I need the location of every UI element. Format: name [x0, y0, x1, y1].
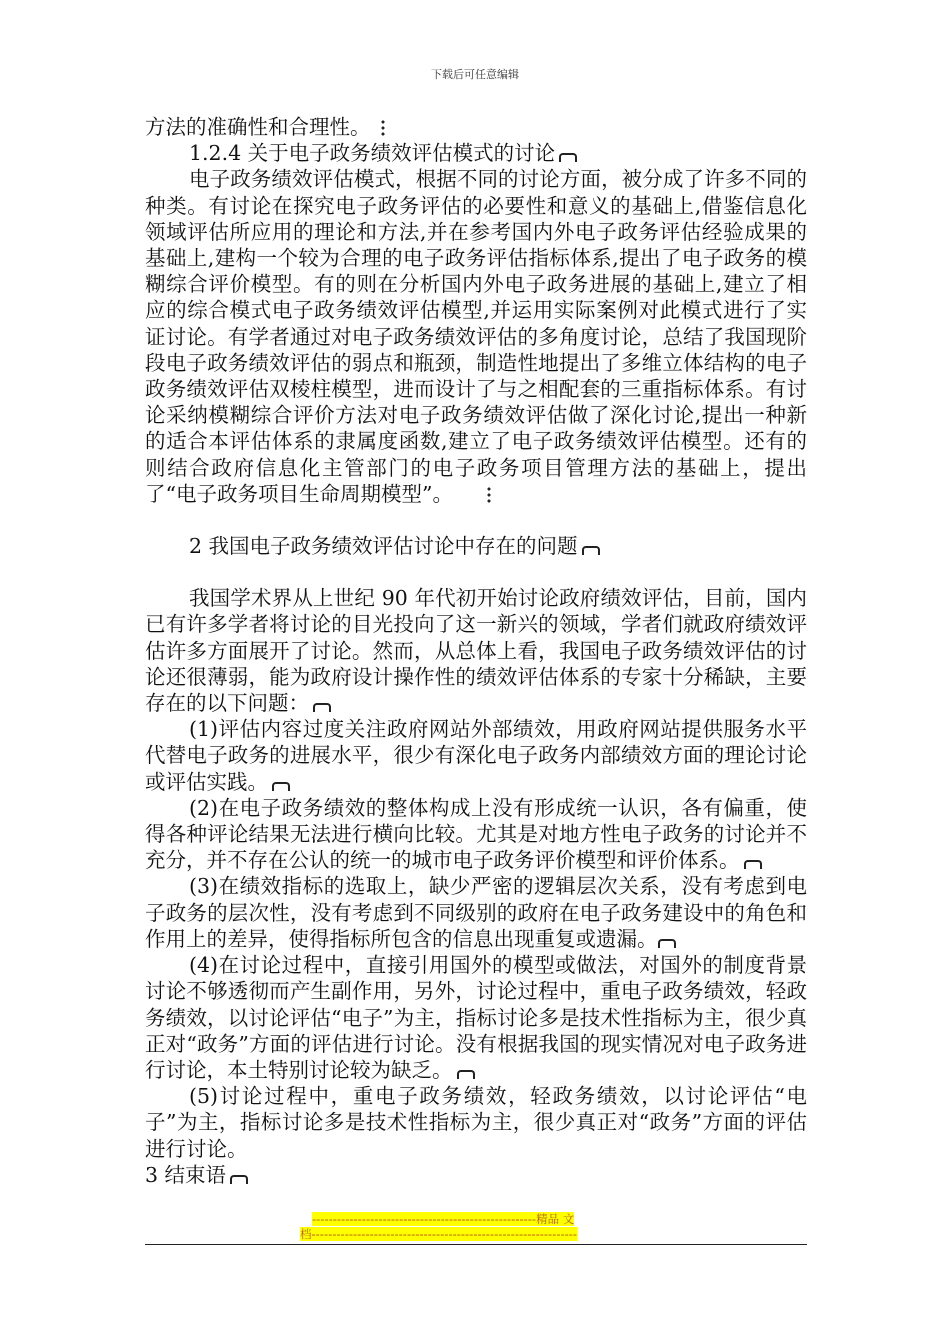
- footer-rule: [145, 1244, 807, 1245]
- paragraph-problem-3: (3)在绩效指标的选取上，缺少严密的逻辑层次关系，没有考虑到电子政务的层次性，没有考虑到不同级别的政府在电子政务建设中的角色和作用上的差异，使得指标所包含的信息出现重复或遗漏。: [145, 874, 807, 951]
- paragraph-continuation: 方法的准确性和合理性。: [145, 114, 807, 140]
- paragraph-mark-icon: [313, 703, 331, 712]
- paragraph-mark-icon: [658, 939, 676, 948]
- paragraph-problem-5: (5)讨论过程中，重电子政务绩效，轻政务绩效，以讨论评估“电子”为主，指标讨论多是技术性指标为主，很少真正对“政务”方面的评估进行讨论。: [145, 1084, 807, 1161]
- page-header: 下载后可任意编辑: [431, 68, 519, 81]
- spacer: [145, 507, 807, 533]
- paragraph-problems-intro: 我国学术界从上世纪 90 年代初开始讨论政府绩效评估，目前，国内已有许多学者将讨论的目光投向了这一新兴的领域，学者们就政府绩效评估许多方面展开了讨论。然而，从总体上看，我国电子政务绩效评估的讨论还很薄弱，能为政府设计操作性的绩效评估体系的专家十分稀缺，主要存在的以下问题：: [145, 586, 807, 716]
- paragraph-mark-icon: [457, 1070, 475, 1079]
- paragraph-mark-icon: [582, 546, 600, 555]
- section-heading-3: 3 结束语: [145, 1162, 807, 1188]
- paragraph-problem-1: (1)评估内容过度关注政府网站外部绩效，用政府网站提供服务水平代替电子政务的进展水平，很少有深化电子政务内部绩效方面的理论讨论或评估实践。: [145, 717, 807, 794]
- footer-line-1: ------------------------------------------------------精品 文: [312, 1212, 575, 1226]
- paragraph-mark-icon: [744, 860, 762, 869]
- paragraph-mark-icon: [230, 1175, 248, 1184]
- edit-mark-icon: [381, 119, 385, 137]
- paragraph-models: 电子政务绩效评估模式，根据不同的讨论方面，被分成了许多不同的种类。有讨论在探究电子政务评估的必要性和意义的基础上,借鉴信息化领域评估所应用的理论和方法,并在参考国内外电子政务评估经验成果的基础上,建构一个较为合理的电子政务评估指标体系,提出了电子政务的模糊综合评价模型。有的则在分析国内外电子政务进展的基础上,建立了相应的综合模式电子政务绩效评估模型,并运用实际案例对此模式进行了实证讨论。有学者通过对电子政务绩效评估的多角度讨论，总结了我国现阶段电子政务绩效评估的弱点和瓶颈，制造性地提出了多维立体结构的电子政务绩效评估双棱柱模型，进而设计了与之相配套的三重指标体系。有讨论采纳模糊综合评价方法对电子政务绩效评估做了深化讨论,提出一种新的适合本评估体系的隶属度函数,建立了电子政务绩效评估模型。还有的则结合政府信息化主管部门的电子政务项目管理方法的基础上，提出了“电子政务项目生命周期模型”。: [145, 167, 807, 506]
- footer-watermark: [300, 1212, 650, 1242]
- edit-mark-icon: [487, 486, 491, 504]
- paragraph-mark-icon: [559, 153, 577, 162]
- paragraph-problem-2: (2)在电子政务绩效的整体构成上没有形成统一认识，各有偏重，使得各种评论结果无法进行横向比较。尤其是对地方性电子政务的讨论并不充分，并不存在公认的统一的城市电子政务评价模型和评价体系。: [145, 795, 807, 873]
- section-heading-2: 2 我国电子政务绩效评估讨论中存在的问题: [145, 533, 807, 559]
- section-heading-1-2-4: 1.2.4 关于电子政务绩效评估模式的讨论: [145, 140, 807, 166]
- document-body: [145, 114, 807, 1188]
- footer-line-2: 档----------------------------------------------------------------: [300, 1227, 578, 1241]
- paragraph-mark-icon: [272, 782, 290, 791]
- spacer: [145, 559, 807, 585]
- paragraph-problem-4: (4)在讨论过程中，直接引用国外的模型或做法，对国外的制度背景讨论不够透彻而产生副作用，另外，讨论过程中，重电子政务绩效，轻政务绩效，以讨论评估“电子”为主，指标讨论多是技术性指标为主，很少真正对“政务”方面的评估进行讨论。没有根据我国的现实情况对电子政务进行讨论，本土特别讨论较为缺乏。: [145, 953, 807, 1082]
